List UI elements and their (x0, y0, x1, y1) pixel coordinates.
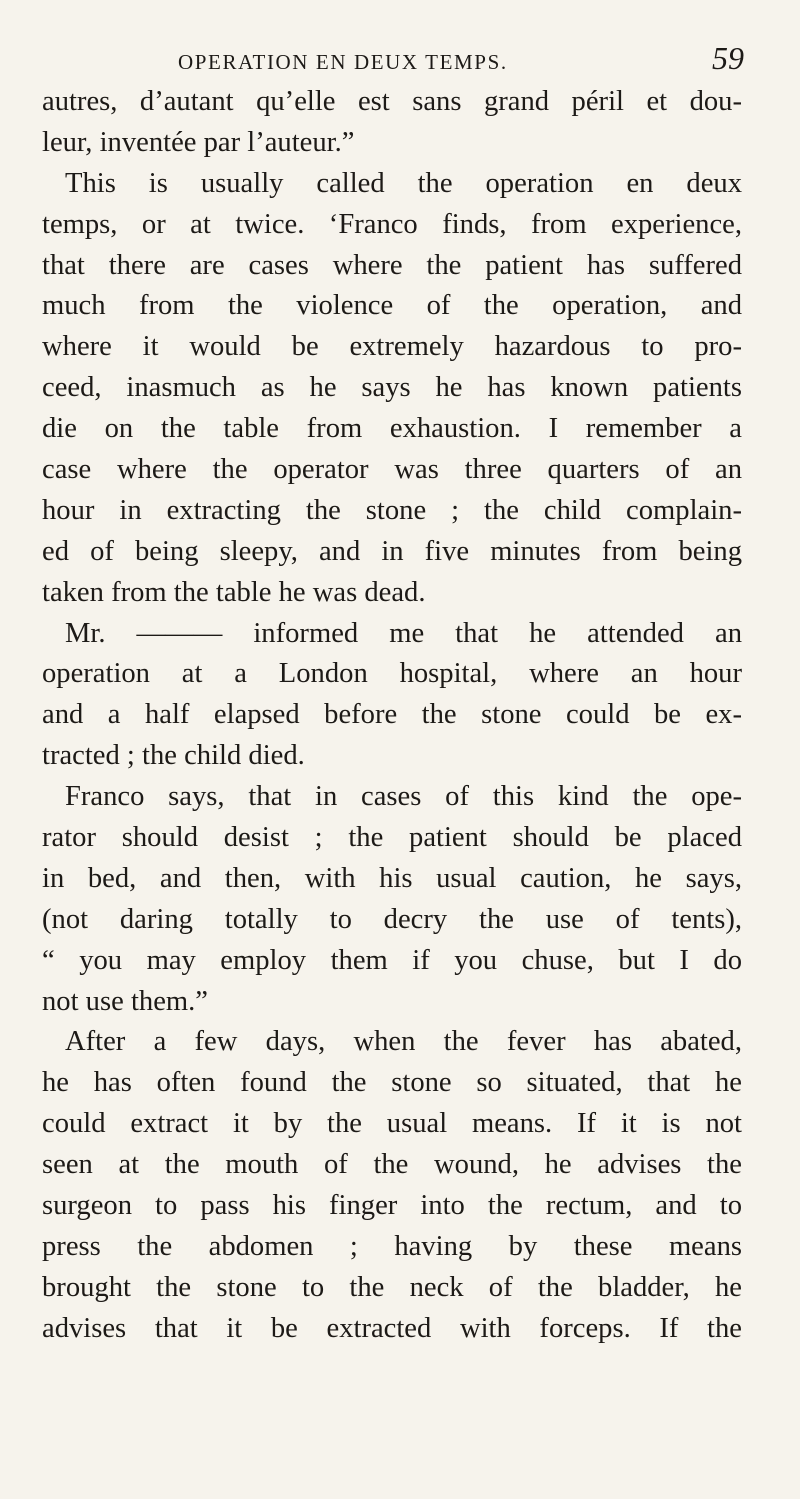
text-line: in bed, and then, with his usual caution, he says, (42, 862, 742, 894)
text-line: Franco says, that in cases of this kind the ope- (65, 781, 742, 813)
text-line: operation at a London hospital, where an hour (42, 658, 742, 690)
text-line: that there are cases where the patient has suffered (42, 249, 742, 281)
text-line: leur, inventée par l’auteur.” (42, 126, 355, 158)
text-line: taken from the table he was dead. (42, 576, 426, 608)
text-line: much from the violence of the operation, and (42, 290, 742, 322)
body-text (42, 82, 742, 1350)
text-line: surgeon to pass his finger into the rectum, and to (42, 1190, 742, 1222)
text-line: ceed, inasmuch as he says he has known patients (42, 372, 742, 404)
page-number: 59 (712, 40, 744, 76)
page-header (0, 34, 800, 74)
text-line: tracted ; the child died. (42, 740, 305, 772)
text-line: could extract it by the usual means. If it is not (42, 1108, 742, 1140)
text-line: temps, or at twice. ‘Franco finds, from experience, (42, 208, 742, 240)
text-line: seen at the mouth of the wound, he advises the (42, 1149, 742, 1181)
text-line: case where the operator was three quarters of an (42, 454, 742, 486)
text-line: hour in extracting the stone ; the child complain- (42, 494, 742, 526)
text-line: not use them.” (42, 985, 208, 1017)
text-line: ed of being sleepy, and in five minutes from being (42, 535, 742, 567)
text-line: advises that it be extracted with forceps. If the (42, 1312, 742, 1344)
text-line: where it would be extremely hazardous to pro- (42, 331, 742, 363)
text-line: rator should desist ; the patient should be placed (42, 822, 742, 854)
text-line: “ you may employ them if you chuse, but I do (42, 944, 742, 976)
text-line: This is usually called the operation en deux (65, 167, 742, 199)
text-line: he has often found the stone so situated, that he (42, 1067, 742, 1099)
text-line: press the abdomen ; having by these means (42, 1230, 742, 1262)
text-line: autres, d’autant qu’elle est sans grand péril et dou- (42, 86, 742, 117)
text-line: die on the table from exhaustion. I remember a (42, 413, 742, 445)
text-line: After a few days, when the fever has abated, (65, 1026, 742, 1058)
text-line: and a half elapsed before the stone could be ex- (42, 699, 742, 731)
text-line: Mr. ——— informed me that he attended an (65, 617, 742, 649)
text-line: brought the stone to the neck of the bladder, he (42, 1271, 742, 1303)
text-line: (not daring totally to decry the use of tents), (42, 903, 742, 935)
running-head: OPERATION EN DEUX TEMPS. (178, 50, 508, 74)
